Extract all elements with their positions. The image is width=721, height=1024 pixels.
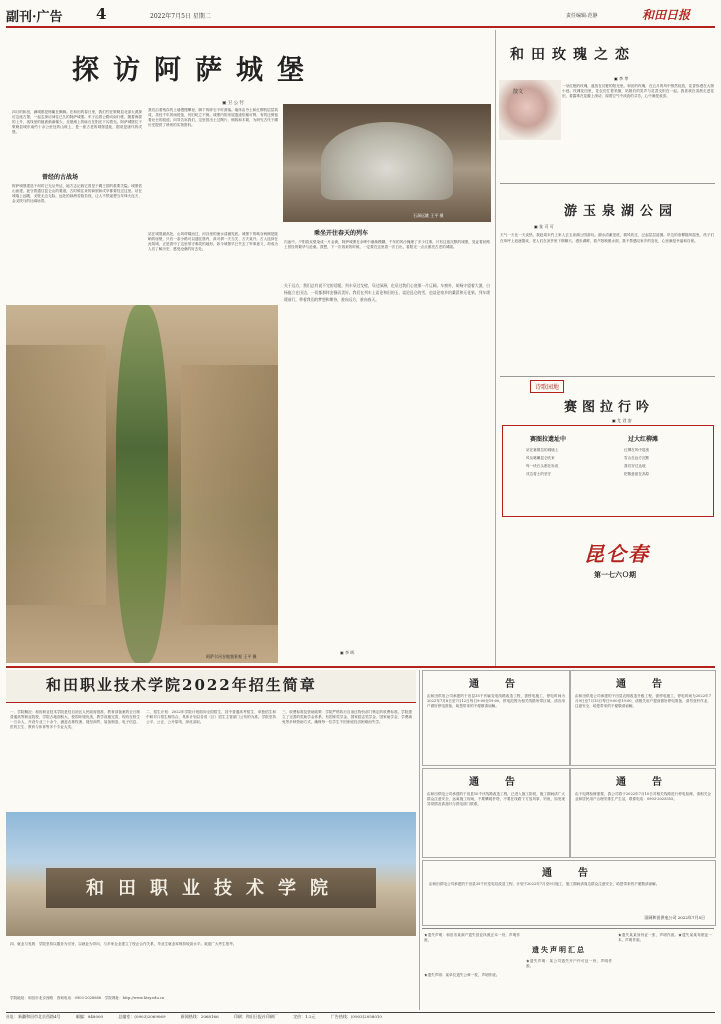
feature-col2b: 站在城堡最高处，山风呼啸而过，河谷里的流水清澈见底。城堡下的峡谷两侧是陡峭的崖壁，只有一条小路可以通往堡内，真可谓一夫当关、万夫莫开。古人选择在此筑城，正是看中了这里易守难攻的地形。如今城堡早已失去了军事意义，却成为人们了解历史、感受沧桑的好去处。: [148, 232, 278, 251]
masthead-rule: [6, 26, 715, 28]
footer-ad: 广告热线：(0903)2058010: [330, 1014, 382, 1019]
page-number: 4: [96, 5, 107, 23]
footer-office: 总编室：(0903)2069069: [118, 1014, 166, 1019]
verse-b-title: 过大红柳滩: [628, 436, 659, 443]
masthead: [6, 4, 715, 26]
rose-title: 和田玫瑰之恋: [510, 47, 636, 63]
notice-2: [570, 670, 716, 766]
verse-b: 红柳在风中摇曳 雪山在远方沉默 我们穿过达坂 把敬意留在高原: [624, 448, 650, 476]
cave-photo: [283, 104, 491, 222]
notice-5-heading: 通 告: [542, 868, 596, 879]
college-contact: 学院地址：和田市北京西路 咨询电话：0903-2028888 学院网址：http://www.htzy.edu.cn: [10, 996, 165, 1000]
notice-5-sign: 国网和田供电公司 2022年7月5日: [644, 915, 705, 920]
lake-body: 天气一天比一天炎热，我趁周末约上家人去玉泉湖公园游玩。湖水清澈见底，微风吹过，泛起层层涟漪。岸边的垂柳随风摇曳，孩子们在草坪上追逐嬉戏，老人们在凉亭里下棋聊天。漫步湖畔，看夕阳映照水面，我不禁感叹家乡的变化，心里满是幸福和自豪。: [500, 233, 714, 243]
rose-body: 一朵红艳的玫瑰，盛放在初夏的阳光里。和田的玫瑰，在五月的风中悄然绽放，花香弥漫在大街小巷。玫瑰花田里，花农们忙着采摘，姑娘们的笑声与花香交织在一起。我喜欢在清晨走进花田，看露珠在花瓣上滚动，闻着空气中淡淡的芬芳，心中满是欢喜。: [562, 84, 714, 98]
feature-col1a: 四月的和田，满城都是杨絮在飘舞。在和田的春日里，我们约在策勒县北部大漠探访这座古堡，一起去探访神往已久的阿萨城堡。车子沿着公路向南行驶，随着海拔的上升，视线里的植被渐渐稀少，戈壁滩上的砾石在阳光下闪着光。阿萨城堡位于策勒县城东南约十余公里处的山坡上，是一座古老的城堡遗址，据说是唐代的戍堡。: [12, 110, 142, 134]
rose-label: 散文: [513, 89, 524, 95]
footer-price: 定价：1.2元: [293, 1014, 316, 1019]
canyon-photo: [6, 305, 278, 663]
lake-title: 游玉泉湖公园: [564, 204, 679, 219]
rose-image: [499, 80, 561, 140]
classified-2: ★遗失声明：某单位遗失公章一枚，声明作废。: [424, 973, 500, 977]
footer-news: 新闻热线：2068166: [180, 1014, 219, 1019]
notice-5-body: 由和田供电公司承建的于田县35千伏变电站改造工程，计划于2022年7月至9月施工，施工期间请周边群众注意安全，给您带来的不便敬请谅解。: [429, 882, 660, 886]
saitula-byline: ▣ 尤 君 安: [612, 418, 632, 423]
paper-name: 和田日报: [642, 8, 691, 22]
college-body4: 四、就业与发展：学院坚持以服务为宗旨、以就业为导向，与多家企业建立了校企合作关系，毕业生就业率保持较高水平。欢迎广大考生报考。: [10, 942, 237, 946]
kunlun-logo: 昆仑春: [584, 542, 650, 566]
canyon-ridge-right: [181, 365, 278, 625]
photo1-caption: 阿萨尔河谷地貌景观 王平 摄: [206, 654, 257, 659]
poem-title: 乘坐开往春天的列车: [314, 230, 369, 237]
divider-v1: [495, 30, 496, 668]
divider-v2: [419, 670, 420, 1010]
college-gate-text: 和田职业技术学院: [86, 878, 342, 899]
college-ad: [6, 670, 416, 1010]
feature-subhead: 曾经的古战场: [42, 174, 79, 181]
notice-3-heading: 通 告: [469, 777, 523, 788]
divider-right1: [500, 183, 715, 184]
feature-bottom-rule: [6, 666, 715, 668]
issue-number: 第一七六Ｏ期: [594, 570, 636, 579]
college-body3: 三、收费标准及资助政策：学院严格执行自治区物价部门核定的收费标准。学院建立了完善的奖助学金体系，有国家奖学金、国家励志奖学金、国家助学金、学费减免等多种资助方式，确保每一位学生不因家庭经济困难而失学。: [282, 710, 412, 724]
feature-col2a: 我们沿着残存的土墙慢慢攀登，脚下的碎石不时滑落。墙体由夯土和红柳枝层层筑成，虽经千年风雨侵蚀，仍旧屹立不倒。城堡内的房屋遗迹依稀可辨，有的还保留着灶台的痕迹。向导告诉我们，这里曾出土过陶片、铜钱和木简，为研究古代于阗历史提供了珍贵的实物资料。: [148, 108, 278, 127]
notice-5: [422, 860, 716, 926]
notice-2-heading: 通 告: [616, 679, 670, 690]
notice-4: [570, 768, 716, 858]
editor-name: 责任编辑:范静: [566, 13, 598, 19]
poem-tag: 诗歌园地: [530, 380, 564, 393]
classified-1: ★遗失声明：和田市某商户遗失营业执照正本一份，声明作废。: [424, 933, 520, 942]
notice-1-heading: 通 告: [469, 679, 523, 690]
notice-3-body: 由和田供电公司承建的于田县10千伏线路改造工程，已进入施工阶段，施工期间请广大群众注意安全，远离施工现场，不要攀爬杆塔，不要在线路下方放风筝、钓鱼，如发现异常情况请及时与供电部门联系。: [427, 792, 565, 806]
footer-address: 社址：新疆和田市北京西路4号: [6, 1014, 61, 1019]
college-gate-photo: [6, 812, 416, 936]
poem-body: 关于远方，我们总有说不完的话题。列车穿过戈壁，穿过绿洲，也穿过我们心底那一片辽阔。车窗外，胡杨守望着大漠，白杨挺立在田边，一切都那样安静而美好。我们在列车上谈论和田的玉，谈论昆仑的雪，也谈论家乡的桑葚和无花果。列车缓缓前行，带着我们的梦想和期待，驶向远方，驶向春天。: [284, 283, 490, 302]
classified-4: ★遗失某某身份证一张，声明作废。★遗失某某驾驶证一本，声明作废。: [618, 933, 712, 942]
classified-summary-title: 遗失声明汇总: [532, 945, 586, 954]
verse-a: 站在赛图拉的城墙上 风从喀喇昆仑吹来 每一块石头都在诉说 戍边将士的坚守: [526, 448, 559, 476]
college-title: 和田职业技术学院2022年招生简章: [46, 676, 317, 694]
college-body2: 二、招生计划：2022年学院计划面向全国招生，其中普通高考招生、单独招生和中职对口招生相结合，具体计划以各省（区）招生主管部门公布的为准。学院坚持公平、公正、公开原则，择优录取。: [146, 710, 276, 724]
feature-title: 探访阿萨城堡: [72, 55, 318, 86]
section-name: 副刊·广告: [6, 10, 63, 25]
canyon-ridge-left: [6, 345, 106, 605]
notice-4-heading: 通 告: [616, 777, 670, 788]
saitula-title: 赛图拉行吟: [564, 400, 655, 415]
photo3-caption: 石洞远眺 王平 摄: [413, 213, 444, 218]
footer-print: 印刷：和田日报社印刷厂: [233, 1014, 278, 1019]
notice-2-body: 由和田供电公司承建的于田县农网改造升级工程，需停电施工，停电时间为2022年7月9日至7月15日每日9:00至19:00，请相关用户提前做好停电准备，请勿登杆作业，注意安全，给您带来的不便敬请谅解。: [575, 694, 711, 708]
rose-byline: ▣ 李 莘: [614, 76, 629, 81]
feature-byline: ▣ 卫 公 忖: [222, 101, 245, 106]
classified-ads: [422, 928, 714, 1011]
divider-right2: [500, 376, 715, 377]
footer: [6, 1014, 715, 1022]
canyon-river: [116, 305, 168, 663]
feature-col3: 归途中，夕阳将戈壁染成一片金黄，阿萨城堡在余晖中渐渐模糊。千年的风沙掩埋了多少往事，只有这座沉默的城堡，见证着丝路上曾经的繁华与沧桑。我想，下一次再来的时候，一定要在这里看一次日出，看阳光一点点照亮古老的城墙。: [284, 240, 490, 249]
classified-3: ★遗失声明：某公司遗失开户许可证一份，声明作废。: [526, 959, 612, 968]
notice-1: [422, 670, 570, 766]
footer-rule: [6, 1012, 715, 1013]
college-body1: 一、学院概况：和田职业技术学院是经自治区人民政府批准、教育部备案的全日制普通高等职业院校，学院占地面积大，校园环境优美，教学设施完善，现有在校生一万余人，开设专业三十余个，涵盖农林牧渔、财经商贸、装备制造、电子信息、医药卫生、教育与体育等多个专业大类。: [10, 710, 140, 729]
lake-byline: ▣ 张 可 可: [534, 224, 554, 229]
issue-date: 2022年7月5日 星期二: [150, 13, 211, 20]
feature-col1b: 阿萨城堡建造于何时已无从考证，地方志记载它曾是于阗王国的重要关隘。城堡依山而建，扼守着通往昆仑山的要道，古时候往来的商旅和戍卒都要经过这里。站在城墙上远眺，戈壁无边无际，远处的绿洲若隐若现，让人不禁遥想当年烽火连天、金戈铁马的壮阔场景。: [12, 184, 142, 203]
verse-a-title: 赛图拉遗址中: [530, 436, 567, 443]
notice-4-body: 由于电网检修需要，我公司将于2022年7月10日对相关线路进行停电检修，请相关企业和居民用户合理安排生产生活，联系电话：0903-2025555。: [575, 792, 711, 801]
footer-post: 邮编：848000: [75, 1014, 104, 1019]
notice-1-body: 由和田供电公司承建的于田县35千伏输变电线路改造工程，需停电施工，停电时间为2022年7月8日至7月12日每日9:00至19:00，停电范围为相关线路所带区域，请各用户做好停电准备，给您带来的不便敬请谅解。: [427, 694, 565, 708]
notice-3: [422, 768, 570, 858]
cave-arch: [321, 122, 453, 200]
poem-byline: ▣ 李 晖: [340, 650, 355, 655]
